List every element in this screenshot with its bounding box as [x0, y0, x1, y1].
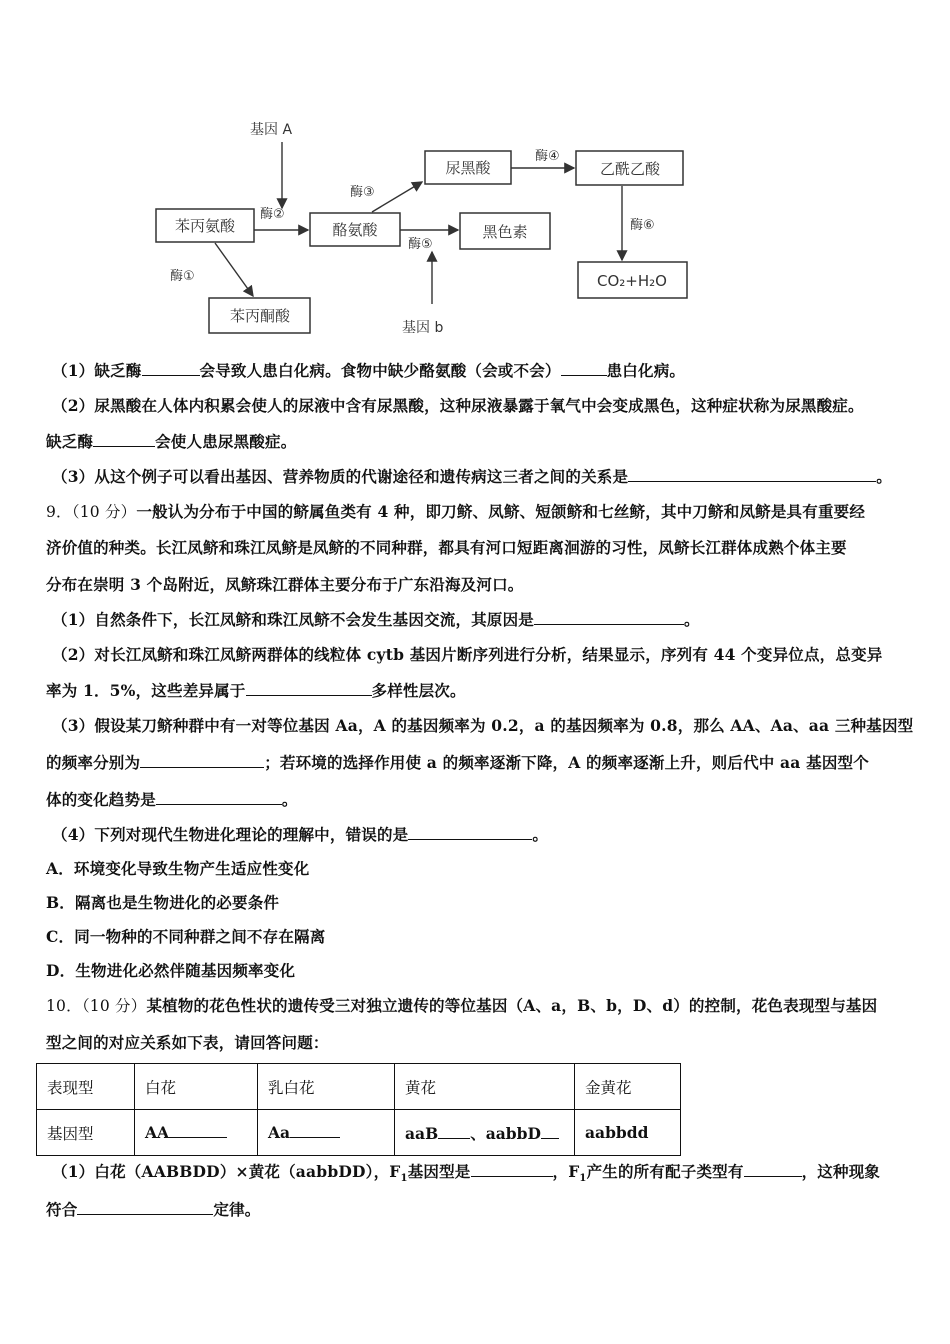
table-header-cell: 黄花	[395, 1064, 575, 1110]
q9-part2-line2: 率为 1．5%，这些差异属于 多样性层次。	[46, 681, 466, 700]
question-number: 9．（10 分）	[46, 503, 137, 521]
enzyme-5-label: 酶⑤	[408, 237, 433, 252]
q9-intro-line3: 分布在崇明 3 个岛附近，凤鲚珠江群体主要分布于广东沿海及河口。	[46, 575, 524, 594]
answer-blank[interactable]	[744, 1162, 802, 1177]
table-cell: aaB 、aabbD	[395, 1110, 575, 1156]
q8-part1: （1）缺乏酶 会导致人患白化病。食物中缺少酪氨酸（会或不会） 患白化病。	[52, 361, 686, 380]
answer-blank[interactable]	[561, 361, 607, 376]
table-cell: Aa	[258, 1110, 395, 1156]
homogentisic-label: 尿黑酸	[445, 159, 491, 177]
table-row	[37, 1110, 681, 1156]
phenylpyruvate-label: 苯丙酮酸	[229, 307, 291, 325]
table-row	[37, 1064, 681, 1110]
metabolic-pathway-diagram	[140, 112, 700, 347]
q9-part3-line3: 体的变化趋势是 。	[46, 790, 298, 809]
q9-intro-line2: 济价值的种类。长江凤鲚和珠江凤鲚是凤鲚的不同种群，都具有河口短距离洄游的习性，凤鲚长江群体成熟个体主要	[46, 538, 847, 557]
table-header-cell: 乳白花	[258, 1064, 395, 1110]
table-header-cell: 白花	[135, 1064, 258, 1110]
q9-option-b: B．隔离也是生物进化的必要条件	[46, 893, 280, 912]
q10-intro-line2: 型之间的对应关系如下表，请回答问题：	[46, 1033, 329, 1052]
answer-blank[interactable]	[438, 1124, 470, 1139]
q9-option-a: A．环境变化导致生物产生适应性变化	[46, 859, 310, 878]
answer-blank[interactable]	[169, 1123, 227, 1138]
enzyme-2-label: 酶②	[260, 207, 285, 222]
enzyme-1-label: 酶①	[170, 269, 195, 284]
answer-blank[interactable]	[246, 681, 372, 696]
gene-a-label: 基因 A	[250, 122, 293, 138]
answer-blank[interactable]	[628, 467, 876, 482]
q9-part4: （4）下列对现代生物进化理论的理解中，错误的是 。	[52, 825, 549, 844]
q10-part1-line2: 符合 定律。	[46, 1200, 261, 1219]
table-cell: aabbdd	[575, 1110, 681, 1156]
q9-option-d: D．生物进化必然伴随基因频率变化	[46, 961, 296, 980]
answer-blank[interactable]	[142, 361, 200, 376]
q9-intro-line1: 9．（10 分）一般认为分布于中国的鲚属鱼类有 4 种，即刀鲚、凤鲚、短颌鲚和七丝鲚，其中刀鲚和凤鲚是具有重要经	[46, 502, 866, 521]
table-cell: 基因型	[37, 1110, 135, 1156]
q9-part3-line1: （3）假设某刀鲚种群中有一对等位基因 Aa，A 的基因频率为 0.2，a 的基因频率为 0.8，那么 AA、Aa、aa 三种基因型	[52, 716, 914, 735]
question-number: 10．（10 分）	[46, 997, 147, 1015]
q9-option-c: C．同一物种的不同种群之间不存在隔离	[46, 927, 326, 946]
q10-part1-line1: （1）白花（AABBDD）×黄花（aabbDD），$F_1$基因型是 ，$F_1$产生的所有配子类型有 ，这种现象	[52, 1162, 881, 1185]
answer-blank[interactable]	[408, 825, 532, 840]
q9-part1: （1）自然条件下，长江凤鲚和珠江凤鲚不会发生基因交流，其原因是 。	[52, 610, 700, 629]
answer-blank[interactable]	[290, 1123, 340, 1138]
table-cell: AA	[135, 1110, 258, 1156]
q9-part3-line2: 的频率分别为 ；若环境的选择作用使 a 的频率逐渐下降，A 的频率逐渐上升，则后代中 aa 基因型个	[46, 753, 869, 772]
melanin-label: 黑色素	[482, 223, 528, 241]
q10-intro-line1: 10．（10 分）某植物的花色性状的遗传受三对独立遗传的等位基因（A、a，B、b，D、d）的控制，花色表现型与基因	[46, 996, 878, 1015]
answer-blank[interactable]	[77, 1200, 213, 1215]
gene-b-label: 基因 b	[402, 320, 444, 336]
enzyme-4-label: 酶④	[535, 149, 560, 164]
answer-blank[interactable]	[93, 432, 155, 447]
answer-blank[interactable]	[534, 610, 684, 625]
answer-blank[interactable]	[156, 790, 282, 805]
answer-blank[interactable]	[471, 1162, 553, 1177]
table-header-cell: 金黄花	[575, 1064, 681, 1110]
acetoacetic-label: 乙酰乙酸	[599, 160, 661, 178]
phe-to-pyruvate-arrow	[215, 243, 253, 296]
tyr-to-homogentisic-arrow	[372, 182, 422, 212]
enzyme-6-label: 酶⑥	[630, 218, 655, 233]
q8-part3: （3）从这个例子可以看出基因、营养物质的代谢途径和遗传病这三者之间的关系是 。	[52, 467, 892, 486]
answer-blank[interactable]	[140, 753, 264, 768]
phenotype-genotype-table	[36, 1063, 681, 1156]
answer-blank[interactable]	[541, 1124, 559, 1139]
co2-h2o-label: CO₂+H₂O	[597, 272, 667, 290]
tyrosine-label: 酪氨酸	[332, 221, 378, 239]
enzyme-3-label: 酶③	[350, 185, 375, 200]
q8-part2-line2: 缺乏酶 会使人患尿黑酸症。	[46, 432, 297, 451]
table-header-cell: 表现型	[37, 1064, 135, 1110]
q8-part2-line1: （2）尿黑酸在人体内积累会使人的尿液中含有尿黑酸，这种尿液暴露于氧气中会变成黑色，这种症状称为尿黑酸症。	[52, 396, 864, 415]
q9-part2-line1: （2）对长江凤鲚和珠江凤鲚两群体的线粒体 cytb 基因片断序列进行分析，结果显示，序列有 44 个变异位点，总变异	[52, 645, 883, 664]
phenylalanine-label: 苯丙氨酸	[174, 217, 236, 235]
